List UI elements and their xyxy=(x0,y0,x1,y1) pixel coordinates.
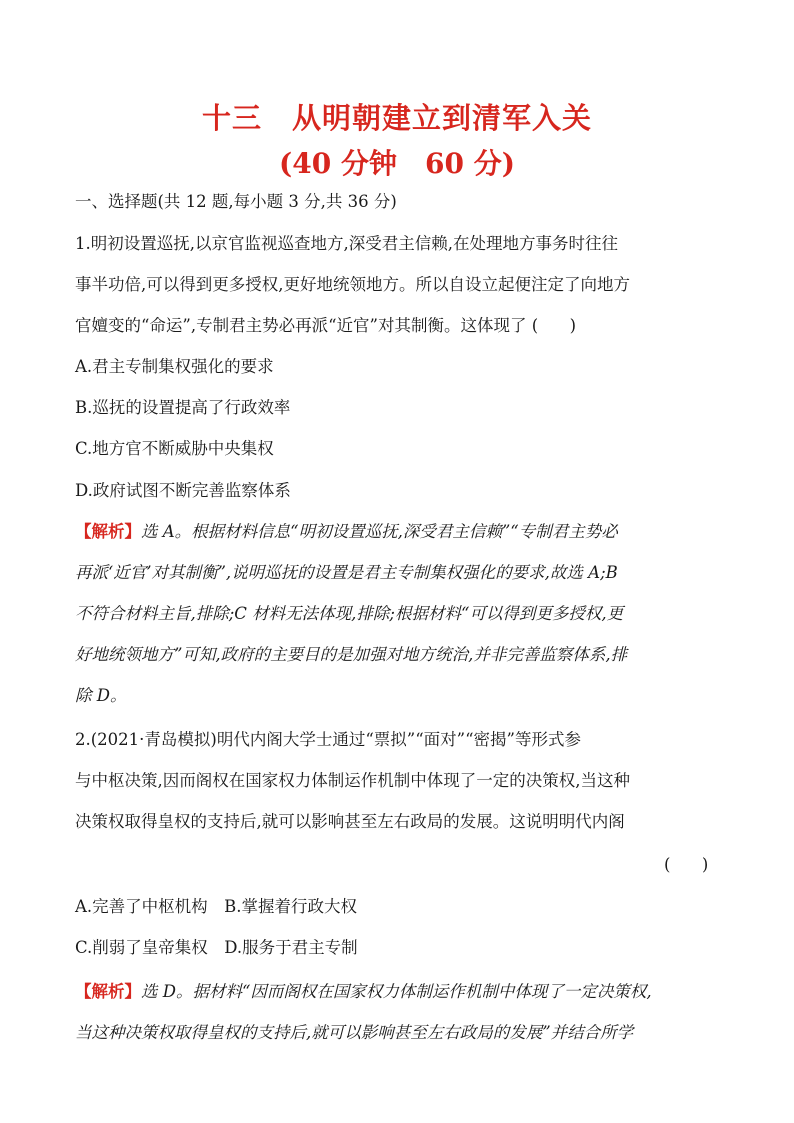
q2-stem-line-1: 2.(2021·青岛模拟)明代内阁大学士通过“票拟”“面对”“密揭”等形式参 xyxy=(75,730,581,749)
q1-analysis-line-1 xyxy=(75,522,618,542)
page-title: 十三 从明朝建立到清军入关 xyxy=(201,101,592,135)
q1-option-b: B.巡抚的设置提高了行政效率 xyxy=(75,398,291,417)
q1-stem-line-2: 事半功倍,可以得到更多授权,更好地统领地方。所以自设立起便注定了向地方 xyxy=(75,275,630,294)
q1-stem-line-3 xyxy=(75,316,576,336)
q1-analysis-tag: 【解析】 xyxy=(75,522,141,541)
q2-analysis-line-1 xyxy=(75,982,652,1002)
q2-stem-line-3: 决策权取得皇权的支持后,就可以影响甚至左右政局的发展。这说明明代内阁 xyxy=(75,812,625,831)
q2-answer-blank: ( ) xyxy=(664,855,709,874)
q2-options-row-2: C.削弱了皇帝集权 D.服务于君主专制 xyxy=(75,938,358,957)
q1-stem-line-3-text: 官嬗变的“命运”,专制君主势必再派“近官”对其制衡。这体现了 xyxy=(75,316,527,335)
q1-option-c: C.地方官不断威胁中央集权 xyxy=(75,439,274,458)
q1-analysis-line-3: 不符合材料主旨,排除;C 材料无法体现,排除;根据材料“可以得到更多授权,更 xyxy=(75,604,624,623)
page-subtitle-duration: (40 分钟 60 分) xyxy=(279,147,515,180)
q1-answer-blank: ( ) xyxy=(531,316,577,335)
q1-analysis-line-5: 除 D。 xyxy=(75,686,127,705)
q1-option-d: D.政府试图不断完善监察体系 xyxy=(75,481,291,500)
q2-analysis-line-2: 当这种决策权取得皇权的支持后,就可以影响甚至左右政局的发展”并结合所学 xyxy=(75,1023,634,1042)
q1-option-a: A.君主专制集权强化的要求 xyxy=(75,357,274,376)
q2-stem-line-2: 与中枢决策,因而阁权在国家权力体制运作机制中体现了一定的决策权,当这种 xyxy=(75,771,630,790)
q1-analysis-line-2: 再派‘近官’对其制衡”,说明巡抚的设置是君主专制集权强化的要求,故选 A;B xyxy=(75,563,618,582)
q1-stem-line-1: 1.明初设置巡抚,以京官监视巡查地方,深受君主信赖,在处理地方事务时往往 xyxy=(75,234,618,253)
q1-analysis-text-1: 选 A。根据材料信息“明初设置巡抚,深受君主信赖”“专制君主势必 xyxy=(141,522,618,541)
q2-analysis-text-1: 选 D。据材料“因而阁权在国家权力体制运作机制中体现了一定决策权, xyxy=(141,982,652,1001)
q2-analysis-tag: 【解析】 xyxy=(75,982,141,1001)
q2-options-row-1: A.完善了中枢机构 B.掌握着行政大权 xyxy=(75,897,358,916)
section-heading: 一、选择题(共 12 题,每小题 3 分,共 36 分) xyxy=(75,192,397,211)
q1-analysis-line-4: 好地统领地方”可知,政府的主要目的是加强对地方统治,并非完善监察体系,排 xyxy=(75,645,628,664)
